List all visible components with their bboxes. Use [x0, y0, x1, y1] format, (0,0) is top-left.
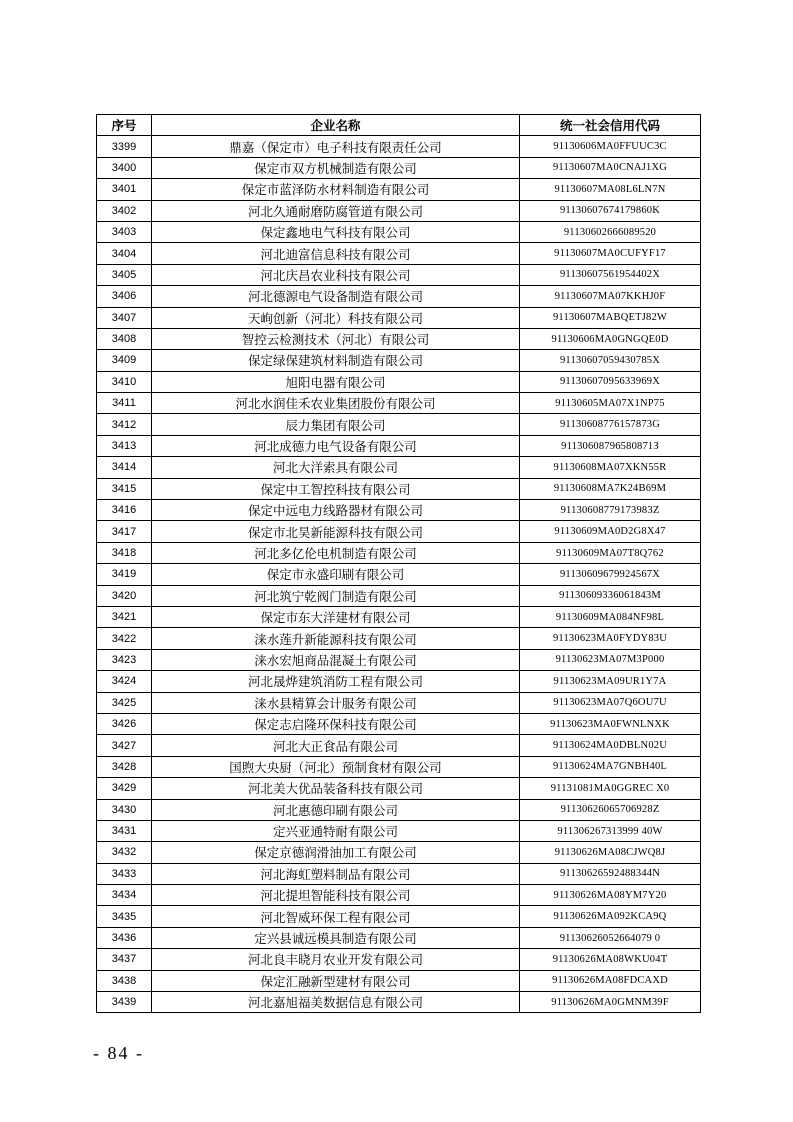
- cell-serial-number: 3421: [97, 606, 152, 627]
- table-row: [97, 842, 701, 863]
- cell-company-name: 河北提坦智能科技有限公司: [152, 885, 520, 906]
- cell-company-name: 河北良丰晓月农业开发有限公司: [152, 949, 520, 970]
- table-row: [97, 992, 701, 1013]
- cell-credit-code: 91130623MA07Q6OU7U: [520, 692, 701, 713]
- cell-serial-number: 3423: [97, 649, 152, 670]
- cell-credit-code: 91130606MA0FFUUC3C: [520, 136, 701, 157]
- table-row: [97, 435, 701, 456]
- table-row: [97, 136, 701, 157]
- table-row: [97, 478, 701, 499]
- cell-company-name: 河北晟烨建筑消防工程有限公司: [152, 671, 520, 692]
- cell-credit-code: 91130623MA09UR1Y7A: [520, 671, 701, 692]
- header-company-name: 企业名称: [152, 115, 520, 136]
- table-row: [97, 713, 701, 734]
- cell-credit-code: 91130607MA0CNAJ1XG: [520, 157, 701, 178]
- cell-credit-code: 91130602666089520: [520, 221, 701, 242]
- cell-serial-number: 3433: [97, 863, 152, 884]
- cell-credit-code: 91130626MA08CJWQ8J: [520, 842, 701, 863]
- cell-company-name: 河北水润佳禾农业集团股份有限公司: [152, 393, 520, 414]
- cell-credit-code: 91130626592488344N: [520, 863, 701, 884]
- table-row: [97, 756, 701, 777]
- table-row: [97, 457, 701, 478]
- cell-serial-number: 3399: [97, 136, 152, 157]
- table-row: [97, 863, 701, 884]
- table-row: [97, 692, 701, 713]
- cell-serial-number: 3427: [97, 735, 152, 756]
- cell-serial-number: 3410: [97, 371, 152, 392]
- cell-company-name: 河北大正食品有限公司: [152, 735, 520, 756]
- cell-serial-number: 3429: [97, 778, 152, 799]
- cell-credit-code: 91130608796580871З: [520, 435, 701, 456]
- cell-company-name: 旭阳电器有限公司: [152, 371, 520, 392]
- cell-company-name: 保定鑫地电气科技有限公司: [152, 221, 520, 242]
- cell-company-name: 智控云检测技术（河北）有限公司: [152, 328, 520, 349]
- table-row: [97, 778, 701, 799]
- cell-serial-number: 3422: [97, 628, 152, 649]
- cell-credit-code: 91130624MA7GNBH40L: [520, 756, 701, 777]
- cell-credit-code: 91130626MA092KCA9Q: [520, 906, 701, 927]
- cell-company-name: 定兴县诚远模具制造有限公司: [152, 927, 520, 948]
- cell-credit-code: 91130607095633969X: [520, 371, 701, 392]
- cell-company-name: 鼎嘉（保定市）电子科技有限责任公司: [152, 136, 520, 157]
- cell-company-name: 河北庆昌农业科技有限公司: [152, 264, 520, 285]
- table-row: [97, 179, 701, 200]
- table-row: [97, 157, 701, 178]
- cell-company-name: 定兴亚通特耐有限公司: [152, 820, 520, 841]
- cell-serial-number: 3424: [97, 671, 152, 692]
- table-row: [97, 885, 701, 906]
- page-number: - 84 -: [93, 1043, 144, 1063]
- cell-serial-number: 3403: [97, 221, 152, 242]
- cell-company-name: 保定京德润滑油加工有限公司: [152, 842, 520, 863]
- cell-serial-number: 3413: [97, 435, 152, 456]
- table-row: [97, 606, 701, 627]
- cell-serial-number: 3418: [97, 542, 152, 563]
- cell-company-name: 保定中工智控科技有限公司: [152, 478, 520, 499]
- cell-serial-number: 3439: [97, 992, 152, 1013]
- cell-company-name: 保定市北昊新能源科技有限公司: [152, 521, 520, 542]
- cell-credit-code: 91130607MABQETJ82W: [520, 307, 701, 328]
- table-row: [97, 328, 701, 349]
- cell-company-name: 河北成德力电气设备有限公司: [152, 435, 520, 456]
- cell-company-name: 保定市东大洋建材有限公司: [152, 606, 520, 627]
- cell-company-name: 保定中远电力线路器材有限公司: [152, 500, 520, 521]
- cell-credit-code: 91130609MA07T8Q762: [520, 542, 701, 563]
- table-row: [97, 820, 701, 841]
- cell-credit-code: 91130608776157873G: [520, 414, 701, 435]
- cell-credit-code: 91130626052664079 0: [520, 927, 701, 948]
- cell-serial-number: 3406: [97, 286, 152, 307]
- header-credit-code: 统一社会信用代码: [520, 115, 701, 136]
- cell-credit-code: 91130607MA0CUFYF17: [520, 243, 701, 264]
- cell-company-name: 河北惠德印刷有限公司: [152, 799, 520, 820]
- cell-company-name: 辰力集团有限公司: [152, 414, 520, 435]
- cell-credit-code: 91130626MA08YM7Y20: [520, 885, 701, 906]
- table-row: [97, 927, 701, 948]
- table-row: [97, 628, 701, 649]
- table-row: [97, 350, 701, 371]
- cell-company-name: 天峋创新（河北）科技有限公司: [152, 307, 520, 328]
- cell-company-name: 河北嘉旭福美数据信息有限公司: [152, 992, 520, 1013]
- cell-company-name: 保定绿保建筑材料制造有限公司: [152, 350, 520, 371]
- table-row: [97, 542, 701, 563]
- cell-serial-number: 3411: [97, 393, 152, 414]
- table-row: [97, 393, 701, 414]
- cell-credit-code: 91131081MA0GGREC X0: [520, 778, 701, 799]
- cell-credit-code: 91130624MA0DBLN02U: [520, 735, 701, 756]
- cell-serial-number: 3401: [97, 179, 152, 200]
- cell-credit-code: 91130623MA0FYDY83U: [520, 628, 701, 649]
- cell-company-name: 河北海虹塑料制品有限公司: [152, 863, 520, 884]
- table-row: [97, 264, 701, 285]
- cell-serial-number: 3412: [97, 414, 152, 435]
- cell-credit-code: 91130606MA0GNGQE0D: [520, 328, 701, 349]
- cell-serial-number: 3425: [97, 692, 152, 713]
- cell-serial-number: 3436: [97, 927, 152, 948]
- cell-credit-code: 91130626MA0GMNM39F: [520, 992, 701, 1013]
- cell-serial-number: 3404: [97, 243, 152, 264]
- cell-credit-code: 91130623MA07M3P000: [520, 649, 701, 670]
- table-row: [97, 949, 701, 970]
- cell-serial-number: 3417: [97, 521, 152, 542]
- cell-credit-code: 91130626MA08FDCAXD: [520, 970, 701, 991]
- cell-credit-code: 91130609MA084NF98L: [520, 606, 701, 627]
- cell-serial-number: 3408: [97, 328, 152, 349]
- cell-credit-code: 91130605MA07X1NP75: [520, 393, 701, 414]
- cell-credit-code: 91130609336061843M: [520, 585, 701, 606]
- cell-company-name: 涞水县精算会计服务有限公司: [152, 692, 520, 713]
- cell-serial-number: 3415: [97, 478, 152, 499]
- cell-serial-number: 3414: [97, 457, 152, 478]
- cell-credit-code: 91130626065706928Z: [520, 799, 701, 820]
- cell-credit-code: 91130607MA08L6LN7N: [520, 179, 701, 200]
- cell-company-name: 保定汇融新型建材有限公司: [152, 970, 520, 991]
- table-row: [97, 221, 701, 242]
- cell-serial-number: 3402: [97, 200, 152, 221]
- cell-serial-number: 3428: [97, 756, 152, 777]
- cell-company-name: 河北大洋索具有限公司: [152, 457, 520, 478]
- cell-credit-code: 91130607674179860K: [520, 200, 701, 221]
- cell-credit-code: 911306267313999 40W: [520, 820, 701, 841]
- cell-company-name: 河北美大优品装备科技有限公司: [152, 778, 520, 799]
- table-row: [97, 671, 701, 692]
- table-row: [97, 799, 701, 820]
- cell-company-name: 河北德源电气设备制造有限公司: [152, 286, 520, 307]
- enterprise-table: [96, 114, 701, 1013]
- table-row: [97, 371, 701, 392]
- cell-serial-number: 3407: [97, 307, 152, 328]
- cell-credit-code: 91130609679924567X: [520, 564, 701, 585]
- cell-company-name: 保定市双方机械制造有限公司: [152, 157, 520, 178]
- table-row: [97, 906, 701, 927]
- header-serial-number: 序号: [97, 115, 152, 136]
- table-header-row: [97, 115, 701, 136]
- cell-credit-code: 91130608779173983Z: [520, 500, 701, 521]
- cell-serial-number: 3437: [97, 949, 152, 970]
- cell-credit-code: 91130607561954402X: [520, 264, 701, 285]
- cell-serial-number: 3426: [97, 713, 152, 734]
- table-row: [97, 564, 701, 585]
- cell-serial-number: 3420: [97, 585, 152, 606]
- cell-serial-number: 3430: [97, 799, 152, 820]
- cell-credit-code: 91130626MA08WKU04T: [520, 949, 701, 970]
- cell-credit-code: 91130608MA07XKN55R: [520, 457, 701, 478]
- cell-serial-number: 3400: [97, 157, 152, 178]
- table-row: [97, 414, 701, 435]
- cell-serial-number: 3405: [97, 264, 152, 285]
- table-row: [97, 307, 701, 328]
- table-row: [97, 649, 701, 670]
- cell-serial-number: 3434: [97, 885, 152, 906]
- cell-company-name: 保定市永盛印刷有限公司: [152, 564, 520, 585]
- table-row: [97, 200, 701, 221]
- cell-company-name: 河北多亿伦电机制造有限公司: [152, 542, 520, 563]
- cell-company-name: 涞水莲升新能源科技有限公司: [152, 628, 520, 649]
- cell-company-name: 涞水宏旭商品混凝土有限公司: [152, 649, 520, 670]
- cell-serial-number: 3431: [97, 820, 152, 841]
- cell-credit-code: 91130608MA7K24B69M: [520, 478, 701, 499]
- cell-credit-code: 91130623MA0FWNLNXK: [520, 713, 701, 734]
- table-row: [97, 585, 701, 606]
- cell-credit-code: 91130607MA07KKHJ0F: [520, 286, 701, 307]
- cell-credit-code: 91130607059430785X: [520, 350, 701, 371]
- cell-serial-number: 3438: [97, 970, 152, 991]
- table-row: [97, 735, 701, 756]
- cell-serial-number: 3416: [97, 500, 152, 521]
- table-body: [97, 136, 701, 1013]
- cell-company-name: 国煦大央厨（河北）预制食材有限公司: [152, 756, 520, 777]
- cell-company-name: 保定志启隆环保科技有限公司: [152, 713, 520, 734]
- cell-serial-number: 3435: [97, 906, 152, 927]
- table-row: [97, 243, 701, 264]
- table-row: [97, 500, 701, 521]
- cell-company-name: 河北迪富信息科技有限公司: [152, 243, 520, 264]
- cell-serial-number: 3419: [97, 564, 152, 585]
- cell-credit-code: 91130609MA0D2G8X47: [520, 521, 701, 542]
- cell-serial-number: 3432: [97, 842, 152, 863]
- table-row: [97, 521, 701, 542]
- table-row: [97, 970, 701, 991]
- cell-company-name: 河北久通耐磨防腐管道有限公司: [152, 200, 520, 221]
- cell-company-name: 河北筑宁乾阀门制造有限公司: [152, 585, 520, 606]
- cell-company-name: 河北智威环保工程有限公司: [152, 906, 520, 927]
- table-row: [97, 286, 701, 307]
- cell-serial-number: 3409: [97, 350, 152, 371]
- cell-company-name: 保定市蓝泽防水材料制造有限公司: [152, 179, 520, 200]
